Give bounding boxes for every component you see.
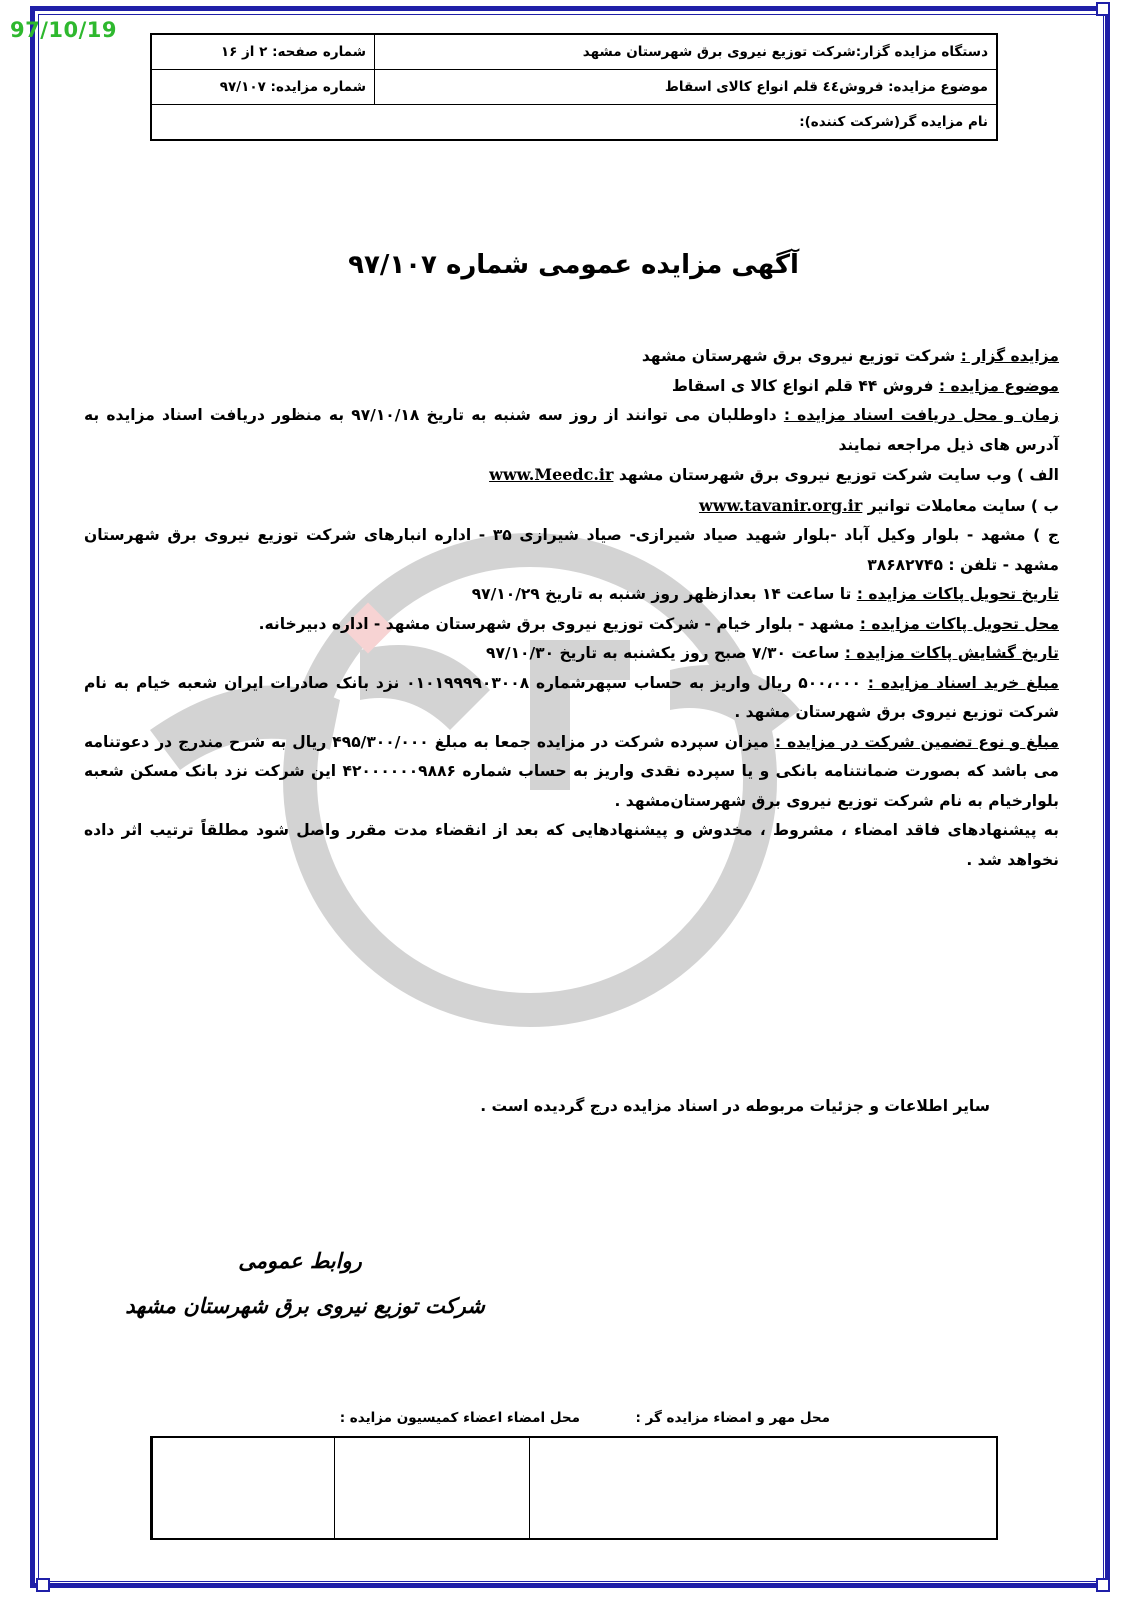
address-b-text: ب ) سایت معاملات توانیر — [862, 496, 1059, 515]
signature-table — [150, 1436, 998, 1540]
delivery-date-line — [84, 580, 1059, 610]
organizer-line — [84, 342, 1059, 372]
notice-body — [84, 342, 1059, 875]
docs-line — [84, 401, 1059, 460]
address-c: ج ) مشهد - بلوار وکیل آباد -بلوار شهید صیاد شیرازی- صیاد شیرازی ۳۵ - اداره انبارهای شرکت توزیع نیروی برق شهرستان مشهد - تلفن : ۳۸۶۸۲۷۴۵ — [84, 526, 1059, 574]
signature-cell — [529, 1438, 733, 1538]
address-a — [84, 460, 1059, 491]
opening-value: ساعت ۷/۳۰ صبح روز یکشنبه به تاریخ ۹۷/۱۰/۳۰ — [486, 644, 845, 662]
price-label: مبلغ خرید اسناد مزایده : — [867, 673, 1059, 692]
corner-ornament — [1096, 1578, 1110, 1592]
address-b — [84, 491, 1059, 522]
delivery-date-value: تا ساعت ۱۴ بعدازظهر روز شنبه به تاریخ ۹۷/۱۰/۲۹ — [471, 585, 857, 603]
price-line — [84, 669, 1059, 728]
header-table — [150, 33, 998, 141]
subject-value: فروش ۴۴ قلم انواع کالا ی اسقاط — [671, 376, 939, 395]
auction-number-cell: شماره مزایده: ۹۷/۱۰۷ — [152, 70, 375, 104]
bidder-name-cell: نام مزایده گر(شرکت کننده): — [799, 114, 988, 130]
opening-line — [84, 639, 1059, 669]
organizer-value: شرکت توزیع نیروی برق شهرستان مشهد — [641, 347, 961, 365]
signature-line-1: روابط عمومی — [238, 1248, 362, 1273]
guarantee-value: میزان سپرده شرکت در مزایده جمعا به مبلغ ۴۹۵/۳۰۰/۰۰۰ ریال به شرح مندرج در دعوتنامه می باشد که بصورت ضمانتنامه بانکی و یا سپرده نقدی واریز به حساب شماره ۴۲۰۰۰۰۰۰۹۸۸۶ این شرکت نزد بانک مسکن شعبه بلوارخیام به نام شرکت توزیع نیروی برق شهرستان‌مشهد . — [84, 732, 1059, 810]
delivery-place-line — [84, 610, 1059, 640]
subject-label: موضوع مزایده : — [938, 376, 1059, 395]
signature-cell — [733, 1438, 996, 1538]
page-title: آگهی مزایده عمومی شماره ۹۷/۱۰۷ — [348, 250, 799, 280]
organizer-label: مزایده گزار : — [960, 347, 1059, 365]
delivery-place-label: محل تحویل پاکات مزایده : — [859, 614, 1059, 633]
signature-line-2: شرکت توزیع نیروی برق شهرستان مشهد — [125, 1293, 485, 1318]
guarantee-label: مبلغ و نوع تضمین شرکت در مزایده : — [774, 732, 1059, 751]
address-a-text: الف ) وب سایت شرکت توزیع نیروی برق شهرستان مشهد — [613, 466, 1059, 484]
organizer-cell: دستگاه مزایده گزار:شرکت توزیع نیروی برق شهرستان مشهد — [582, 44, 988, 60]
final-note: سایر اطلاعات و جزئیات مربوطه در اسناد مزایده درج گردیده است . — [480, 1097, 990, 1115]
subject-line — [84, 372, 1059, 402]
opening-label: تاریخ گشایش پاکات مزایده : — [844, 644, 1059, 662]
delivery-date-label: تاریخ تحویل پاکات مزایده : — [856, 585, 1059, 603]
price-value: ۵۰۰،۰۰۰ ریال واریز به حساب سپهرشماره ۰۱۰۱۹۹۹۹۰۳۰۰۸ نزد بانک صادرات ایران شعبه خیام به نام شرکت توزیع نیروی برق شهرستان مشهد . — [84, 673, 1059, 721]
tavanir-link[interactable]: www.tavanir.org.ir — [699, 495, 863, 515]
corner-ornament — [1096, 2, 1110, 16]
signature-cell — [334, 1438, 529, 1538]
docs-value: داوطلبان می توانند از روز سه شنبه به تاریخ ۹۷/۱۰/۱۸ به منظور دریافت اسناد مزایده به آدرس های ذیل مراجعه نمایند — [84, 406, 1059, 454]
page-number-cell: شماره صفحه: ۲ از ۱۶ — [152, 35, 375, 69]
guarantee-line — [84, 728, 1059, 817]
header-row — [152, 105, 996, 139]
commission-label: محل امضاء اعضاء کمیسیون مزایده : — [339, 1410, 580, 1426]
date-stamp: 97/10/19 — [10, 18, 118, 42]
seal-label: محل مهر و امضاء مزایده گر : — [635, 1410, 830, 1426]
meedc-link[interactable]: www.Meedc.ir — [489, 465, 614, 484]
subject-cell: موضوع مزایده: فروش٤٤ قلم انواع کالای اسقاط — [664, 79, 988, 95]
delivery-place-value: مشهد - بلوار خیام - شرکت توزیع نیروی برق شهرستان مشهد - اداره دبیرخانه. — [258, 614, 860, 633]
header-row — [152, 35, 996, 70]
signature-cell — [152, 1438, 334, 1538]
disclaimer: به پیشنهادهای فاقد امضاء ، مشروط ، مخدوش و پیشنهادهایی که بعد از انقضاء مدت مقرر واصل شود مطلقاً ترتیب اثر داده نخواهد شد . — [84, 821, 1059, 869]
corner-ornament — [36, 1578, 50, 1592]
docs-label: زمان و محل دریافت اسناد مزایده : — [783, 406, 1059, 424]
header-row — [152, 70, 996, 105]
